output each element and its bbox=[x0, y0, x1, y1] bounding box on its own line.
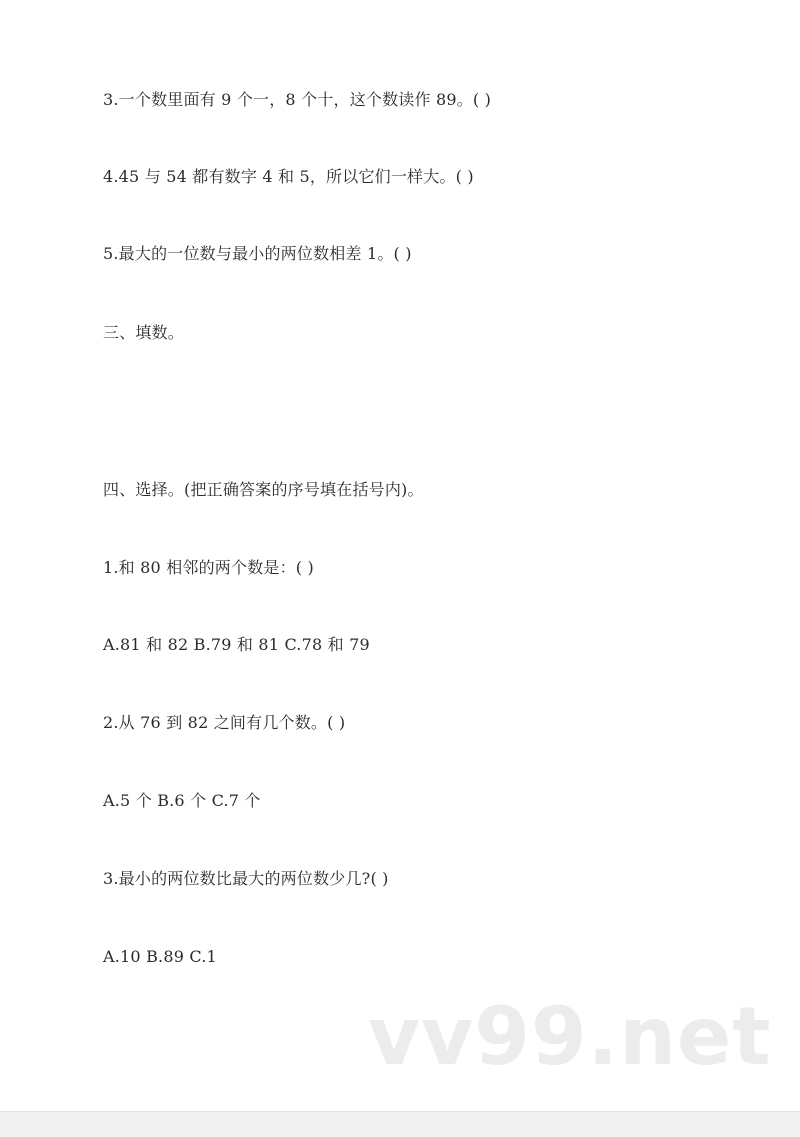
viewer-bottom-bar bbox=[0, 1111, 800, 1137]
watermark: vv99.net bbox=[368, 990, 772, 1083]
choice-question-1: 1.和 80 相邻的两个数是：( ) bbox=[103, 558, 314, 577]
section-heading-choice: 四、选择。(把正确答案的序号填在括号内)。 bbox=[103, 480, 424, 499]
choice-question-3: 3.最小的两位数比最大的两位数少几?( ) bbox=[103, 869, 389, 888]
choice-options-2: A.5 个 B.6 个 C.7 个 bbox=[103, 791, 261, 810]
section-heading-fill-numbers: 三、填数。 bbox=[103, 323, 185, 342]
judge-question-3: 3.一个数里面有 9 个一，8 个十，这个数读作 89。( ) bbox=[103, 90, 492, 109]
choice-question-2: 2.从 76 到 82 之间有几个数。( ) bbox=[103, 713, 346, 732]
choice-options-3: A.10 B.89 C.1 bbox=[103, 947, 217, 966]
judge-question-4: 4.45 与 54 都有数字 4 和 5，所以它们一样大。( ) bbox=[103, 167, 474, 186]
judge-question-5: 5.最大的一位数与最小的两位数相差 1。( ) bbox=[103, 244, 412, 263]
choice-options-1: A.81 和 82 B.79 和 81 C.78 和 79 bbox=[103, 635, 370, 654]
